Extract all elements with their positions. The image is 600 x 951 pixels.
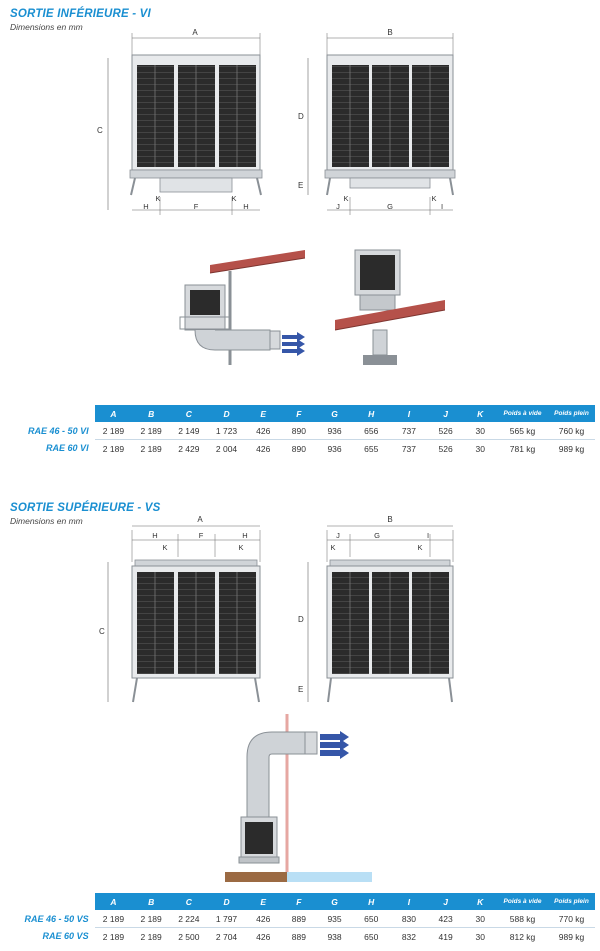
vs-side-dim-g: G [374, 531, 380, 540]
table-cell: 737 [390, 422, 428, 440]
table-cell: 936 [327, 443, 342, 454]
table-cell: 655 [364, 443, 379, 454]
vs-col-h: H [352, 893, 390, 910]
table-cell: 760 kg [548, 422, 595, 440]
vi-front-dim-f: F [193, 202, 199, 211]
table-cell: 830 [390, 910, 428, 928]
vs-front-view-diagram [95, 512, 280, 707]
section-vi-subtitle: Dimensions en mm [10, 22, 83, 32]
table-cell: 426 [256, 931, 271, 942]
vi-front-dim-k1: K [155, 194, 161, 203]
vs-front-dim-k2: K [238, 543, 244, 552]
section-vs-subtitle: Dimensions en mm [10, 516, 83, 526]
table-cell: 423 [428, 910, 464, 928]
vs-installation-illustration [225, 712, 375, 884]
vi-table-header [10, 405, 595, 422]
vs-side-dim-b: B [387, 515, 393, 524]
vs-col-c: C [170, 893, 208, 910]
table-cell: 1 723 [208, 422, 246, 440]
row-label: RAE 46 - 50 VS [24, 913, 89, 924]
table-cell: 2 189 [132, 910, 170, 928]
table-row [10, 928, 595, 946]
vi-front-dim-k2: K [231, 194, 237, 203]
table-cell: 2 189 [102, 931, 125, 942]
table-cell: 936 [317, 422, 353, 440]
vs-side-dim-d: D [298, 615, 304, 624]
vs-col-e: E [245, 893, 281, 910]
section-vi-title: SORTIE INFÉRIEURE - VI [10, 8, 151, 20]
vs-table-header [10, 893, 595, 910]
table-cell: 2 189 [95, 910, 133, 928]
vi-side-dim-b: B [387, 28, 393, 37]
vi-col-e: E [245, 405, 281, 422]
table-cell: 2 704 [215, 931, 238, 942]
vs-col-f: F [281, 893, 317, 910]
table-cell: 812 kg [509, 931, 536, 942]
table-cell: 2 189 [95, 422, 133, 440]
vs-col-i: I [390, 893, 428, 910]
table-cell: 30 [463, 422, 497, 440]
vi-col-poids-plein: Poids plein [548, 405, 595, 422]
table-cell: 30 [475, 443, 485, 454]
vs-col-g: G [317, 893, 353, 910]
vs-front-dim-c: C [99, 627, 105, 636]
table-cell: 426 [245, 422, 281, 440]
table-cell: 989 kg [558, 443, 585, 454]
vi-col-g: G [317, 405, 353, 422]
table-row [10, 910, 595, 928]
vi-installation-roof-illustration [335, 245, 445, 375]
vi-col-i: I [390, 405, 428, 422]
table-cell: 2 189 [140, 931, 162, 942]
vs-front-dim-k1: K [162, 543, 168, 552]
vi-col-a: A [95, 405, 133, 422]
vi-col-poids-vide: Poids à vide [497, 405, 548, 422]
vs-side-dim-k1: K [330, 543, 336, 552]
vi-front-dim-c: C [97, 126, 103, 135]
vi-col-k: K [463, 405, 497, 422]
vi-front-dim-a: A [192, 28, 198, 37]
vs-side-dim-k2: K [417, 543, 423, 552]
vi-front-view-diagram [95, 25, 280, 220]
vs-col-j: J [428, 893, 464, 910]
vi-col-d: D [208, 405, 246, 422]
table-cell: 565 kg [497, 422, 548, 440]
vs-front-dim-h1: H [152, 531, 158, 540]
vi-front-dim-h2: H [243, 202, 249, 211]
vi-side-view-diagram [295, 25, 480, 220]
table-cell: 30 [463, 910, 497, 928]
vi-side-dim-d: D [298, 112, 304, 121]
vs-front-dim-a: A [197, 515, 203, 524]
row-label: RAE 46 - 50 VI [28, 425, 89, 436]
vi-side-dim-i: I [440, 202, 444, 211]
vi-side-dim-g: G [387, 202, 393, 211]
table-row [10, 422, 595, 440]
table-cell: 2 004 [215, 443, 238, 454]
vs-col-k: K [463, 893, 497, 910]
vs-side-view-diagram [295, 512, 480, 707]
table-cell: 656 [352, 422, 390, 440]
row-label: RAE 60 VS [42, 931, 89, 942]
vi-side-dim-k1: K [343, 194, 349, 203]
table-row [10, 440, 595, 458]
table-cell: 890 [281, 422, 317, 440]
table-cell: 1 797 [208, 910, 246, 928]
table-cell: 2 429 [178, 443, 200, 454]
vs-front-dim-f: F [198, 531, 204, 540]
vs-col-poids-plein: Poids plein [548, 893, 595, 910]
vi-side-dim-e: E [298, 181, 304, 190]
table-cell: 938 [327, 931, 342, 942]
table-cell: 770 kg [548, 910, 595, 928]
table-cell: 30 [475, 931, 485, 942]
vs-col-a: A [95, 893, 133, 910]
table-cell: 588 kg [497, 910, 548, 928]
vi-side-dim-j: J [336, 202, 340, 211]
table-cell: 2 189 [140, 443, 162, 454]
table-cell: 650 [364, 931, 379, 942]
table-cell: 889 [281, 910, 317, 928]
vi-col-j: J [428, 405, 464, 422]
section-vs-title: SORTIE SUPÉRIEURE - VS [10, 502, 161, 514]
table-cell: 2 189 [102, 443, 125, 454]
table-cell: 526 [428, 422, 464, 440]
table-cell: 426 [256, 443, 271, 454]
vi-col-h: H [352, 405, 390, 422]
table-cell: 419 [438, 931, 453, 942]
table-cell: 781 kg [509, 443, 536, 454]
vs-side-dim-i: I [426, 531, 430, 540]
table-cell: 889 [291, 931, 306, 942]
table-cell: 989 kg [558, 931, 585, 942]
vs-col-b: B [132, 893, 170, 910]
vi-col-f: F [281, 405, 317, 422]
table-cell: 737 [401, 443, 416, 454]
vi-installation-side-illustration [175, 245, 310, 370]
vs-col-d: D [208, 893, 246, 910]
table-cell: 526 [438, 443, 453, 454]
vs-side-dim-j: J [336, 531, 340, 540]
vs-dimensions-table [10, 893, 595, 945]
vs-col-poids-vide: Poids à vide [497, 893, 548, 910]
row-label: RAE 60 VI [46, 443, 89, 454]
vi-dimensions-table [10, 405, 595, 457]
table-cell: 2 224 [170, 910, 208, 928]
vi-side-dim-k2: K [431, 194, 437, 203]
vs-front-dim-h2: H [242, 531, 248, 540]
table-cell: 832 [401, 931, 416, 942]
table-cell: 650 [352, 910, 390, 928]
table-cell: 2 500 [178, 931, 200, 942]
vi-col-c: C [170, 405, 208, 422]
table-cell: 935 [317, 910, 353, 928]
table-cell: 2 189 [132, 422, 170, 440]
table-cell: 2 149 [170, 422, 208, 440]
vi-col-b: B [132, 405, 170, 422]
vi-front-dim-h1: H [143, 202, 149, 211]
table-cell: 426 [245, 910, 281, 928]
vs-side-dim-e: E [298, 685, 304, 694]
table-cell: 890 [291, 443, 306, 454]
